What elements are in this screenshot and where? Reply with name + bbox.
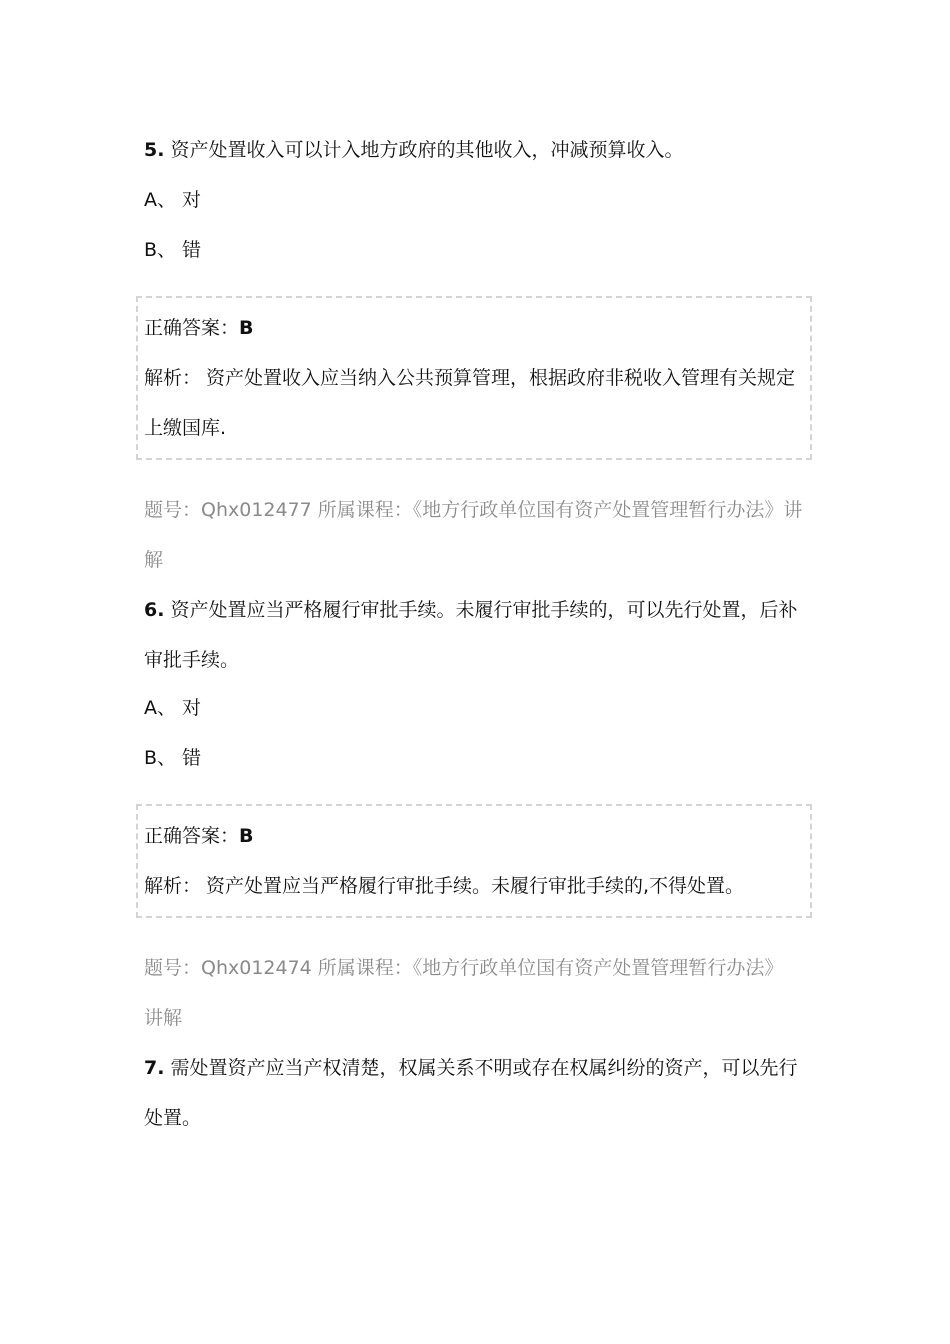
analysis-text-line: 资产处置收入应当纳入公共预算管理，根据政府非税收入管理有关规定	[206, 367, 796, 389]
question-7-text	[144, 1054, 797, 1082]
answer-value: B	[239, 825, 254, 847]
analysis-label: 解析：	[144, 875, 202, 897]
question-text-line: 资产处置收入可以计入地方政府的其他收入，冲减预算收入。	[170, 139, 684, 161]
question-number: 6.	[144, 599, 165, 621]
question-5-meta: 题号：Qhx012477 所属课程：《地方行政单位国有资产处置管理暂行办法》讲	[144, 499, 803, 521]
correct-answer	[144, 822, 254, 850]
question-6-option-b[interactable]	[144, 744, 201, 772]
analysis-continued	[144, 414, 226, 442]
correct-answer	[144, 314, 254, 342]
option-text: 错	[182, 239, 202, 261]
question-5-option-b[interactable]	[144, 236, 201, 264]
question-number: 7.	[144, 1057, 165, 1079]
option-text: 对	[182, 697, 202, 719]
question-5-option-a[interactable]	[144, 186, 201, 214]
analysis-text-line: 资产处置应当严格履行审批手续。未履行审批手续的,不得处置。	[206, 875, 745, 897]
answer-value: B	[239, 317, 254, 339]
question-7-text-continued: 处置。	[144, 1107, 202, 1129]
option-text: 对	[182, 189, 202, 211]
option-text: 错	[182, 747, 202, 769]
analysis	[144, 872, 744, 900]
question-text-line: 资产处置应当严格履行审批手续。未履行审批手续的，可以先行处置，后补	[170, 599, 798, 621]
question-6-text	[144, 596, 797, 624]
option-letter: A、	[144, 697, 176, 719]
question-text-line: 需处置资产应当产权清楚，权属关系不明或存在权属纠纷的资产，可以先行	[170, 1057, 798, 1079]
question-6-text-continued: 审批手续。	[144, 649, 240, 671]
question-6-answer-box	[136, 804, 812, 918]
question-6-option-a[interactable]	[144, 694, 201, 722]
question-5-answer-box	[136, 296, 812, 460]
analysis	[144, 364, 795, 392]
question-number: 5.	[144, 139, 165, 161]
analysis-label: 解析：	[144, 367, 202, 389]
analysis-text-line: 上缴国库.	[144, 417, 227, 439]
answer-label: 正确答案：	[144, 317, 240, 339]
question-6-meta-continued: 讲解	[144, 1007, 183, 1029]
question-5-text	[144, 136, 683, 164]
question-5-meta-continued: 解	[144, 549, 164, 571]
option-letter: B、	[144, 239, 177, 261]
answer-label: 正确答案：	[144, 825, 240, 847]
option-letter: A、	[144, 189, 176, 211]
option-letter: B、	[144, 747, 177, 769]
question-6-meta: 题号：Qhx012474 所属课程：《地方行政单位国有资产处置管理暂行办法》	[144, 957, 784, 979]
